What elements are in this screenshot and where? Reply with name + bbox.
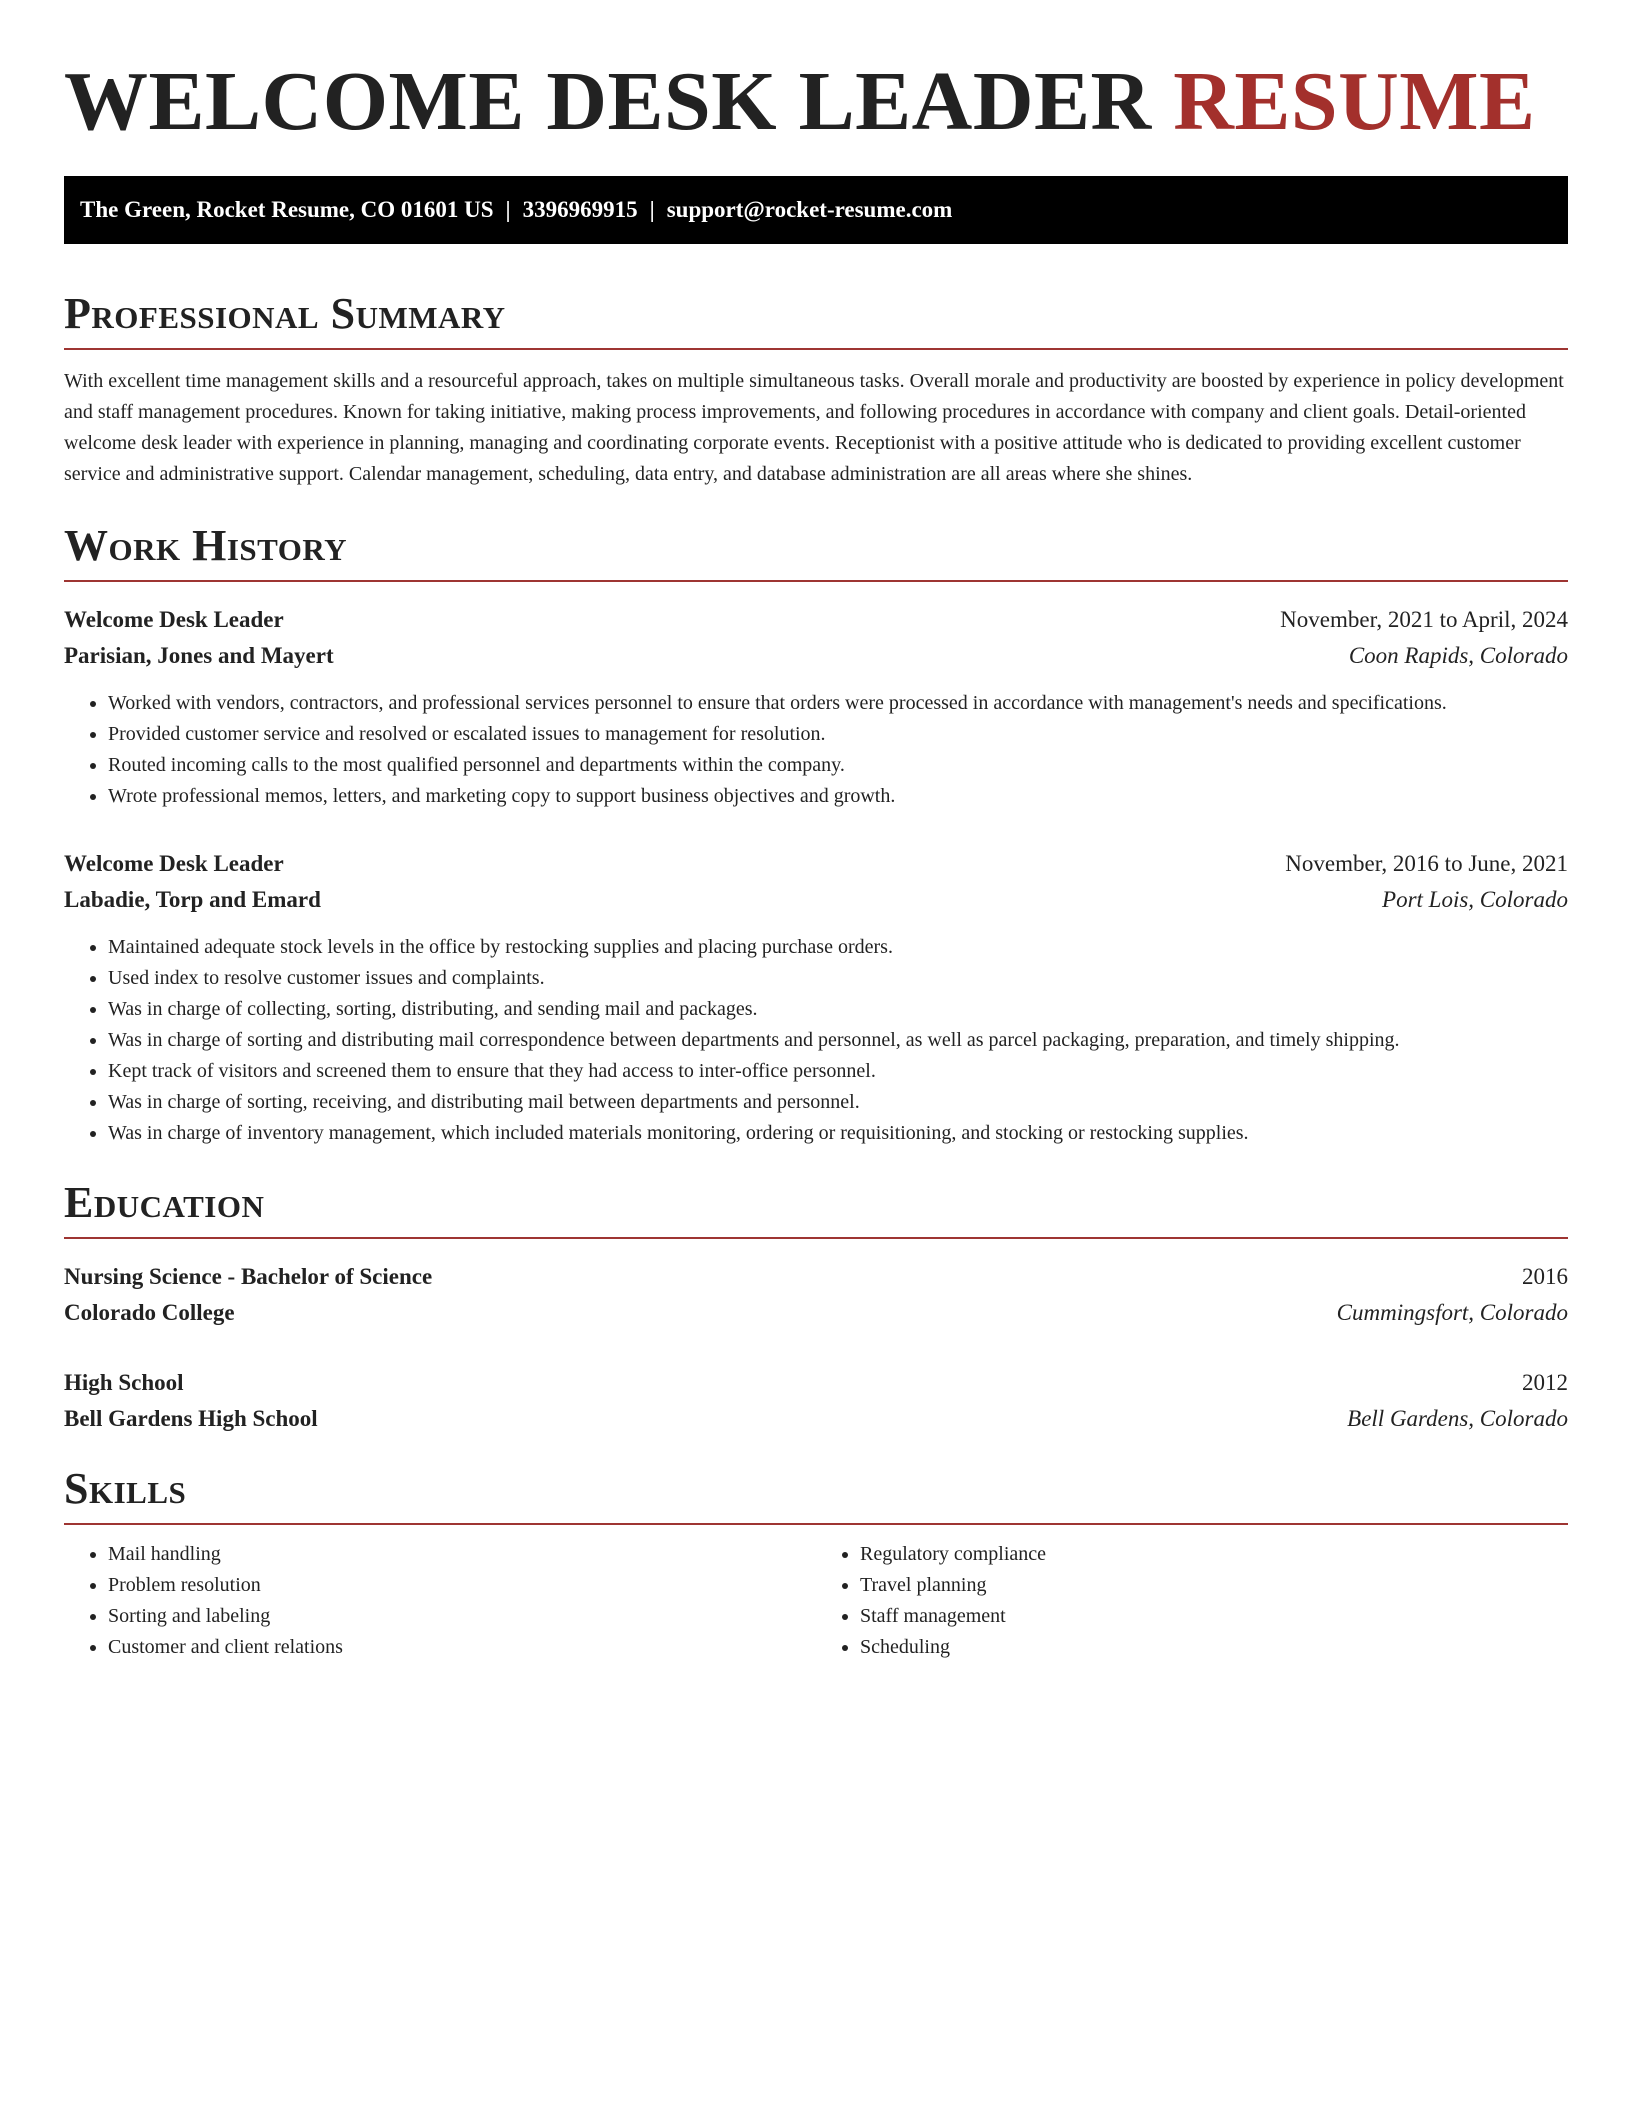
job-location: Coon Rapids, Colorado [1348,643,1568,668]
list-item: • Regulatory compliance [860,1539,1568,1570]
work-history-section [64,522,1568,1149]
education-location: Cummingsfort, Colorado [1336,1300,1568,1325]
job-title-row [64,846,1568,882]
education-heading: Education [64,1179,1568,1239]
education-degree: High School [64,1370,184,1395]
education-school: Bell Gardens High School [64,1406,318,1431]
job-title: Welcome Desk Leader [64,607,284,632]
list-item: • Wrote professional memos, letters, and marketing copy to support business objectives and growth. [108,781,1568,812]
contact-phone: 3396969915 [522,197,638,222]
list-item: • Staff management [860,1601,1568,1632]
list-item: • Was in charge of collecting, sorting, distributing, and sending mail and packages. [108,994,1568,1025]
list-item: • Sorting and labeling [108,1601,816,1632]
contact-separator: | [649,197,655,222]
list-item: • Maintained adequate stock levels in the office by restocking supplies and placing purchase orders. [108,932,1568,963]
list-item: • Was in charge of sorting and distributing mail correspondence between departments and personnel, as well as parcel packaging, preparation, and timely shipping. [108,1025,1568,1056]
job-dates: November, 2021 to April, 2024 [1280,607,1568,632]
list-item: • Provided customer service and resolved or escalated issues to management for resolution. [108,719,1568,750]
job-bullets [64,688,1568,812]
education-section [64,1179,1568,1437]
job-location: Port Lois, Colorado [1382,887,1568,912]
list-item: • Worked with vendors, contractors, and professional services personnel to ensure that orders were processed in accordance with management's needs and specifications. [108,688,1568,719]
title-main: WELCOME DESK LEADER [64,55,1152,148]
list-item: • Travel planning [860,1570,1568,1601]
education-degree-row [64,1259,1568,1295]
job-entry [64,602,1568,812]
list-item: • Was in charge of sorting, receiving, and distributing mail between departments and personnel. [108,1087,1568,1118]
job-title-row [64,602,1568,638]
contact-bar [64,176,1568,244]
job-company-row [64,882,1568,918]
skills-heading: Skills [64,1465,1568,1525]
work-history-heading: Work History [64,522,1568,582]
education-degree: Nursing Science - Bachelor of Science [64,1264,433,1289]
summary-heading: Professional Summary [64,290,1568,350]
education-entry [64,1259,1568,1331]
education-entry [64,1365,1568,1437]
list-item: • Used index to resolve customer issues and complaints. [108,963,1568,994]
education-school-row [64,1295,1568,1331]
job-title: Welcome Desk Leader [64,851,284,876]
list-item: • Customer and client relations [108,1632,816,1663]
skills-column-right [816,1539,1568,1663]
education-school: Colorado College [64,1300,235,1325]
summary-section [64,290,1568,490]
job-bullets [64,932,1568,1149]
job-company-row [64,638,1568,674]
list-item: • Problem resolution [108,1570,816,1601]
list-item: • Kept track of visitors and screened them to ensure that they had access to inter-office personnel. [108,1056,1568,1087]
title-accent: RESUME [1173,55,1536,148]
list-item: • Was in charge of inventory management, which included materials monitoring, ordering or requisitioning, and stocking or restocking supplies. [108,1118,1568,1149]
education-year: 2012 [1522,1370,1568,1395]
education-school-row [64,1401,1568,1437]
education-year: 2016 [1522,1264,1568,1289]
job-dates: November, 2016 to June, 2021 [1285,851,1568,876]
skills-list-left [64,1539,816,1663]
contact-separator: | [505,197,511,222]
skills-grid [64,1539,1568,1663]
education-degree-row [64,1365,1568,1401]
contact-email: support@rocket-resume.com [666,197,953,222]
skills-section [64,1465,1568,1663]
job-company: Labadie, Torp and Emard [64,887,321,912]
skills-list-right [816,1539,1568,1663]
list-item: • Mail handling [108,1539,816,1570]
contact-address: The Green, Rocket Resume, CO 01601 US [80,197,494,222]
summary-text: With excellent time management skills and a resourceful approach, takes on multiple simultaneous tasks. Overall morale and productivity are boosted by experience in policy development and staff management procedures. Known for taking initiative, making process improvements, and following procedures in accordance with company and client goals. Detail-oriented welcome desk leader with experience in planning, managing and coordinating corporate events. Receptionist with a positive attitude who is dedicated to providing excellent customer service and administrative support. Calendar management, scheduling, data entry, and database administration are all areas where she shines. [64,370,1564,485]
job-company: Parisian, Jones and Mayert [64,643,334,668]
job-entry [64,846,1568,1149]
skills-column-left [64,1539,816,1663]
resume-title [64,0,1568,152]
education-location: Bell Gardens, Colorado [1347,1406,1568,1431]
list-item: • Routed incoming calls to the most qualified personnel and departments within the company. [108,750,1568,781]
list-item: • Scheduling [860,1632,1568,1663]
